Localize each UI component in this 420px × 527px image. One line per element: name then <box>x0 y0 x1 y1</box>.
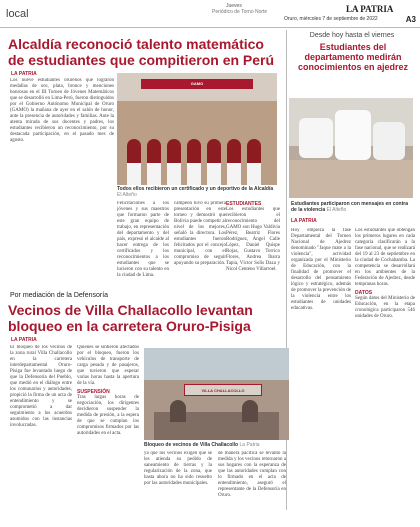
article2-col2 <box>77 345 139 527</box>
dateline: Oruro, miércoles 7 de septiembre de 2022 <box>284 16 378 22</box>
article1-col4-text: Los estudiantes que recibieron el reconocimiento del GAMO son Hugo Valdivia Pérez, Beatriz Flores Rodríguez, Ángel Calle López, Daniel Quispe Rojas, Gustavo Torrico Flores, Andrea Ibarra Tapia, Víctor Solís Daza y Nicol Centeno Villarroel. <box>226 207 280 272</box>
article2-subhead: SUSPENSIÓN <box>77 389 110 395</box>
photo-person <box>373 122 405 160</box>
article2-col1: El bloqueo de los vecinos de la zona rural Villa Challacollo en la carretera interdepartamental Oruro-Pisiga fue levantado luego de que la Defensoría del Pueblo, que medió en el diálogo entre los comunarios y autoridades, propició la firma de un acta de entendimiento y se comprometió a dar seguimiento a los acuerdos asumidos con las instancias involucradas. <box>10 345 72 428</box>
article2-pretitle: Por mediación de la Defensoría <box>10 292 109 299</box>
sidebar-col1: Hoy empieza la fase Departamental del Torneo Nacional de Ajedrez denominado "Jaque mate a la violencia", actividad organizada por el Ministerio de Educación, con la finalidad de promover el desarrollo del pensamiento lógico y estratégico, además de promover la prevención de la violencia entre los estudiantes de unidades educativas. <box>291 228 351 311</box>
caption-credit: El Alteño <box>117 192 137 198</box>
sidebar-col2b-text: Según datos del Ministerio de Educación, en la etapa cronológica participaron 546 unidades de Oruro. <box>355 296 415 319</box>
blockade-sign: VILLA CHALLACOLLO <box>184 384 262 396</box>
caption-credit: El Alteño <box>326 207 347 213</box>
sidebar-caption <box>291 201 413 213</box>
sidebar-pretitle: Desde hoy hasta el viernes <box>309 32 395 39</box>
photo-shirt <box>227 163 241 185</box>
caption-text: Bloqueo de vecinos de Villa Challacollo <box>144 442 239 448</box>
photo-person <box>299 118 333 158</box>
article2-col2b-text: Tras largas horas de negociación, los dirigentes decidieron suspender la medida de presión, a la espera de que se cumplan los compromisos firmados por las autoridades en el acta. <box>77 395 139 436</box>
article2-col3: ya que los vecinos exigen que se les atienda su pedido de saneamiento de tierras y la regularización de la zona, que hasta ahora no ha sido resuelto por las autoridades municipales. <box>144 451 212 486</box>
photo-shirt <box>187 163 201 185</box>
article1-col2: Felicitaciones a los jóvenes y sus maestros que formaron parte de este gran equipo de trabajo, en representación del departamento y del país, expresó el alcalde al hacer entrega de los certificados y los reconocimientos a los estudiantes que se lucieron con su talento en la ciudad de Lima. <box>117 201 169 278</box>
photo-shirt <box>127 163 141 185</box>
students-photo <box>117 73 277 185</box>
photo-shirt <box>207 163 221 185</box>
newspaper-logo: LA PATRIA <box>346 4 394 14</box>
article2-byline: LA PATRIA <box>11 337 37 343</box>
article1-byline: LA PATRIA <box>11 71 37 77</box>
sidebar-byline: LA PATRIA <box>291 218 317 224</box>
article2-caption <box>144 442 288 448</box>
photo-person <box>170 400 186 422</box>
caption-text: Estudiantes participaron con mensajes en contra de la violencia <box>291 201 408 213</box>
photo-person <box>335 110 371 160</box>
chess-students-photo <box>289 98 413 198</box>
article1-caption <box>117 186 278 198</box>
photo-shirt <box>167 163 181 185</box>
photo-banner: GAMO <box>141 79 253 89</box>
article1-col3: campeón tuvo su primera presentación en este torneo y demostró que Bolivia puede competir al nivel de los mejores, señaló la directora. Los estudiantes fueron felicitados por el concejo municipal, con el compromiso de seguir apoyando su preparación. <box>174 201 226 266</box>
article1-subhead: ESTUDIANTES <box>226 201 262 207</box>
blockade-photo <box>144 348 289 440</box>
photo-person <box>242 400 258 422</box>
publication-note: Jueves <box>226 3 242 9</box>
photo-table <box>289 160 413 198</box>
article2-col4: de manera pacífica se levantó la medida y los vecinos retornaron a sus hogares con la esperanza de que las autoridades cumplan con lo firmado en el acta de entendimiento, aseguró el representante de la Defensoría en Oruro. <box>218 451 286 498</box>
article2-title: Vecinos de Villa Challacollo levantan bloqueo en la carretera Oruro-Pisiga <box>8 302 253 335</box>
sidebar-subhead: DATOS <box>355 290 373 296</box>
page-header <box>0 0 420 28</box>
caption-text: Todos ellos recibieron un certificado y un deportivo de la Alcaldía <box>117 186 274 192</box>
sidebar-col2 <box>355 228 415 506</box>
sidebar-article <box>286 30 416 510</box>
article1-title: Alcaldía reconoció talento matemático de estudiantes que compitieron en Perú <box>8 36 275 69</box>
caption-credit: La Patria <box>239 442 260 448</box>
photo-shirt <box>247 163 261 185</box>
article1-col4 <box>226 201 280 284</box>
sidebar-col2-text: Los estudiantes que obtengan los primeros lugares en cada categoría clasificarán a la fase nacional, que se realizará del 19 al 23 de septiembre en la ciudad de Cochabamba. La competencia se desarrollará en los ambientes de la Federación de Ajedrez, desde tempranas horas. <box>355 228 415 287</box>
publication-subnote: Periódico de Torno Norte <box>212 9 268 15</box>
article2-col2-text: Quienes se sintieron afectados por el bloqueo, fueron los vehículos de transporte de carga pesada y de pasajeros, que tuvieron que esperar varias horas hasta la apertura de la vía. <box>77 345 139 386</box>
page-number: A3 <box>405 15 416 24</box>
photo-shirt <box>147 163 161 185</box>
article1-col1: Los nueve estudiantes orureños que lograron medallas de oro, plata, bronce y menciones honrosas en el III Torneo de Jóvenes Matemáticos que se desarrolló en Lima-Perú, fueron distinguidos por el Gobierno Autónomo Municipal de Oruro (GAMO) la mañana de ayer en el salón de honor, ante la presencia de autoridades y familias. Ante la atenta mirada de sus docentes y padres, los estudiantes recibieron un reconocimiento, por su destacada participación, en el pasado mes de agosto. <box>10 78 114 143</box>
sidebar-title: Estudiantes del departamento medirán conocimientos en ajedrez <box>297 42 409 72</box>
section-label: local <box>6 8 29 20</box>
